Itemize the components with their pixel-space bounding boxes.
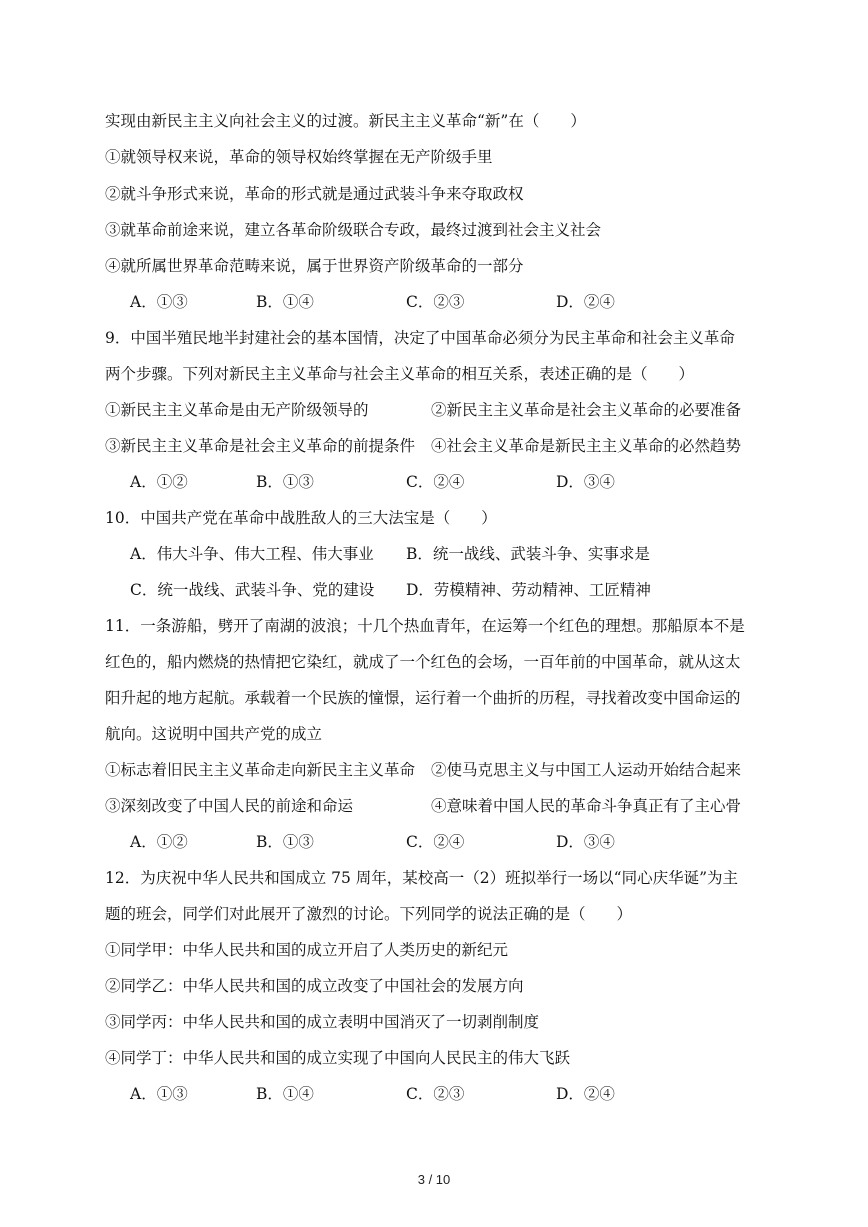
q12-stem-line-2: 题的班会，同学们对此展开了激烈的讨论。下列同学的说法正确的是（ ） (105, 905, 633, 923)
q8-statement-1: ①就领导权来说，革命的领导权始终掌握在无产阶级手里 (105, 148, 493, 166)
q9-option-c: C．②④ (406, 473, 465, 491)
q12-statement-4: ④同学丁：中华人民共和国的成立实现了中国向人民民主的伟大飞跃 (105, 1049, 571, 1067)
q8-statement-3: ③就革命前途来说，建立各革命阶级联合专政，最终过渡到社会主义社会 (105, 221, 602, 239)
q12-option-c: C．②③ (406, 1085, 465, 1103)
q12-option-b: B．①④ (256, 1085, 314, 1103)
q11-option-a: A．①② (130, 833, 188, 851)
q10-stem: 10．中国共产党在革命中战胜敌人的三大法宝是（ ） (105, 509, 497, 527)
q12-statement-3: ③同学丙：中华人民共和国的成立表明中国消灭了一切剥削制度 (105, 1013, 540, 1031)
q10-option-d: D．劳模精神、劳动精神、工匠精神 (406, 581, 651, 599)
q9-option-d: D．③④ (556, 473, 615, 491)
q12-statement-1: ①同学甲：中华人民共和国的成立开启了人类历史的新纪元 (105, 941, 509, 959)
q9-statement-3: ③新民主主义革命是社会主义革命的前提条件 (105, 437, 416, 455)
q8-option-a: A．①③ (130, 293, 188, 311)
q11-stem-line-3: 阳升起的地方起航。承载着一个民族的憧憬，运行着一个曲折的历程，寻找着改变中国命运的 (105, 689, 741, 707)
q11-statement-4: ④意味着中国人民的革命斗争真正有了主心骨 (431, 797, 742, 815)
q8-option-c: C．②③ (406, 293, 465, 311)
q9-statement-4: ④社会主义革命是新民主主义革命的必然趋势 (431, 437, 742, 455)
q11-option-b: B．①③ (256, 833, 314, 851)
q9-statement-1: ①新民主主义革命是由无产阶级领导的 (105, 401, 369, 419)
q9-stem-line-2: 两个步骤。下列对新民主主义革命与社会主义革命的相互关系，表述正确的是（ ） (105, 365, 695, 383)
q10-option-c: C．统一战线、武装斗争、党的建设 (130, 581, 375, 599)
q9-stem-line-1: 9．中国半殖民地半封建社会的基本国情，决定了中国革命必须分为民主革命和社会主义革命 (105, 329, 735, 347)
q10-option-b: B．统一战线、武装斗争、实事求是 (406, 545, 650, 563)
q11-option-c: C．②④ (406, 833, 465, 851)
q9-option-a: A．①② (130, 473, 188, 491)
q12-statement-2: ②同学乙：中华人民共和国的成立改变了中国社会的发展方向 (105, 977, 524, 995)
q11-stem-line-4: 航向。这说明中国共产党的成立 (105, 725, 323, 743)
q12-stem-line-1: 12．为庆祝中华人民共和国成立 75 周年，某校高一（2）班拟举行一场以“同心庆华诞”为主 (105, 869, 739, 887)
page-number: 3 / 10 (417, 1172, 451, 1187)
q11-statement-1: ①标志着旧民主主义革命走向新民主主义革命 (105, 761, 416, 779)
q11-stem-line-1: 11．一条游船，劈开了南湖的波浪；十几个热血青年，在运筹一个红色的理想。那船原本不是 (105, 617, 745, 635)
q8-option-b: B．①④ (256, 293, 314, 311)
q8-option-d: D．②④ (556, 293, 615, 311)
q11-stem-line-2: 红色的，船内燃烧的热情把它染红，就成了一个红色的会场，一百年前的中国革命，就从这太 (105, 653, 741, 671)
q12-option-d: D．②④ (556, 1085, 615, 1103)
q12-option-a: A．①③ (130, 1085, 188, 1103)
q8-stem: 实现由新民主主义向社会主义的过渡。新民主主义革命“新”在（ ） (105, 112, 586, 130)
q11-statement-2: ②使马克思主义与中国工人运动开始结合起来 (431, 761, 742, 779)
q8-statement-4: ④就所属世界革命范畴来说，属于世界资产阶级革命的一部分 (105, 257, 524, 275)
q9-statement-2: ②新民主主义革命是社会主义革命的必要准备 (431, 401, 742, 419)
q9-option-b: B．①③ (256, 473, 314, 491)
q11-statement-3: ③深刻改变了中国人民的前途和命运 (105, 797, 354, 815)
q11-option-d: D．③④ (556, 833, 615, 851)
q8-statement-2: ②就斗争形式来说，革命的形式就是通过武装斗争来夺取政权 (105, 185, 524, 203)
q10-option-a: A．伟大斗争、伟大工程、伟大事业 (130, 545, 374, 563)
